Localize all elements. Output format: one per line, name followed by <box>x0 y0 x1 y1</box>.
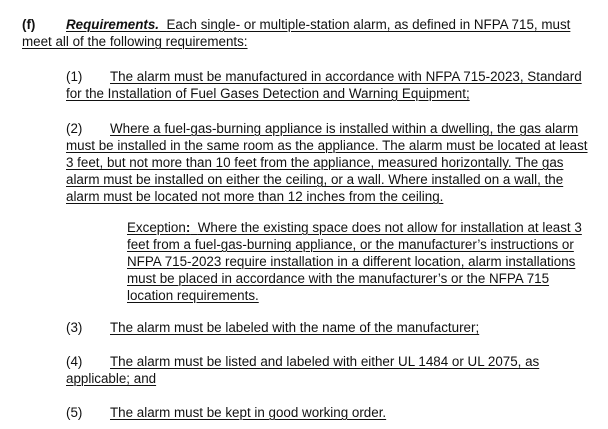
exception-colon: : <box>185 220 191 235</box>
item-number: (1) <box>66 69 83 84</box>
section-title: Requirements. <box>66 17 160 32</box>
item-2-paragraph <box>66 120 598 205</box>
item-3-paragraph <box>66 319 596 336</box>
item-text: The alarm must be listed and labeled with either UL 1484 or UL 2075, as applicable; and <box>66 354 540 386</box>
item-5-paragraph <box>66 404 596 421</box>
item-number: (4) <box>66 354 83 369</box>
item-number: (3) <box>66 320 83 335</box>
item-number: (2) <box>66 121 83 136</box>
item-1-paragraph <box>66 68 596 102</box>
exception-label: Exception <box>127 220 186 235</box>
section-number: (f) <box>22 17 36 32</box>
item-text: Where a fuel-gas-burning appliance is installed within a dwelling, the gas alarm must be installed in the same room as the appliance. The alarm must be located at least 3 feet, but not more than 10 feet from the appliance, measured horizontally. The gas alarm must be installed on either the ceiling, or a wall. Where installed on a wall, the alarm must be located not more than 12 inches from the ceiling. <box>66 121 588 204</box>
item-text: The alarm must be manufactured in accordance with NFPA 715-2023, Standard for the Installation of Fuel Gases Detection and Warning Equipment; <box>66 69 582 101</box>
section-text: Each single- or multiple-station alarm, as defined in NFPA 715, must meet all of the following requirements: <box>22 17 571 49</box>
item-4-paragraph <box>66 353 596 387</box>
exception-paragraph <box>127 219 589 304</box>
exception-text: Where the existing space does not allow for installation at least 3 feet from a fuel-gas-burning appliance, or the manufacturer’s instructions or NFPA 715-2023 require installation in a different location, alarm installations must be placed in accordance with the manufacturer’s or the NFPA 715 location requirements. <box>127 220 582 303</box>
item-text: The alarm must be kept in good working order. <box>110 405 387 420</box>
section-f-paragraph <box>22 16 594 50</box>
item-text: The alarm must be labeled with the name of the manufacturer; <box>110 320 480 335</box>
item-number: (5) <box>66 405 83 420</box>
